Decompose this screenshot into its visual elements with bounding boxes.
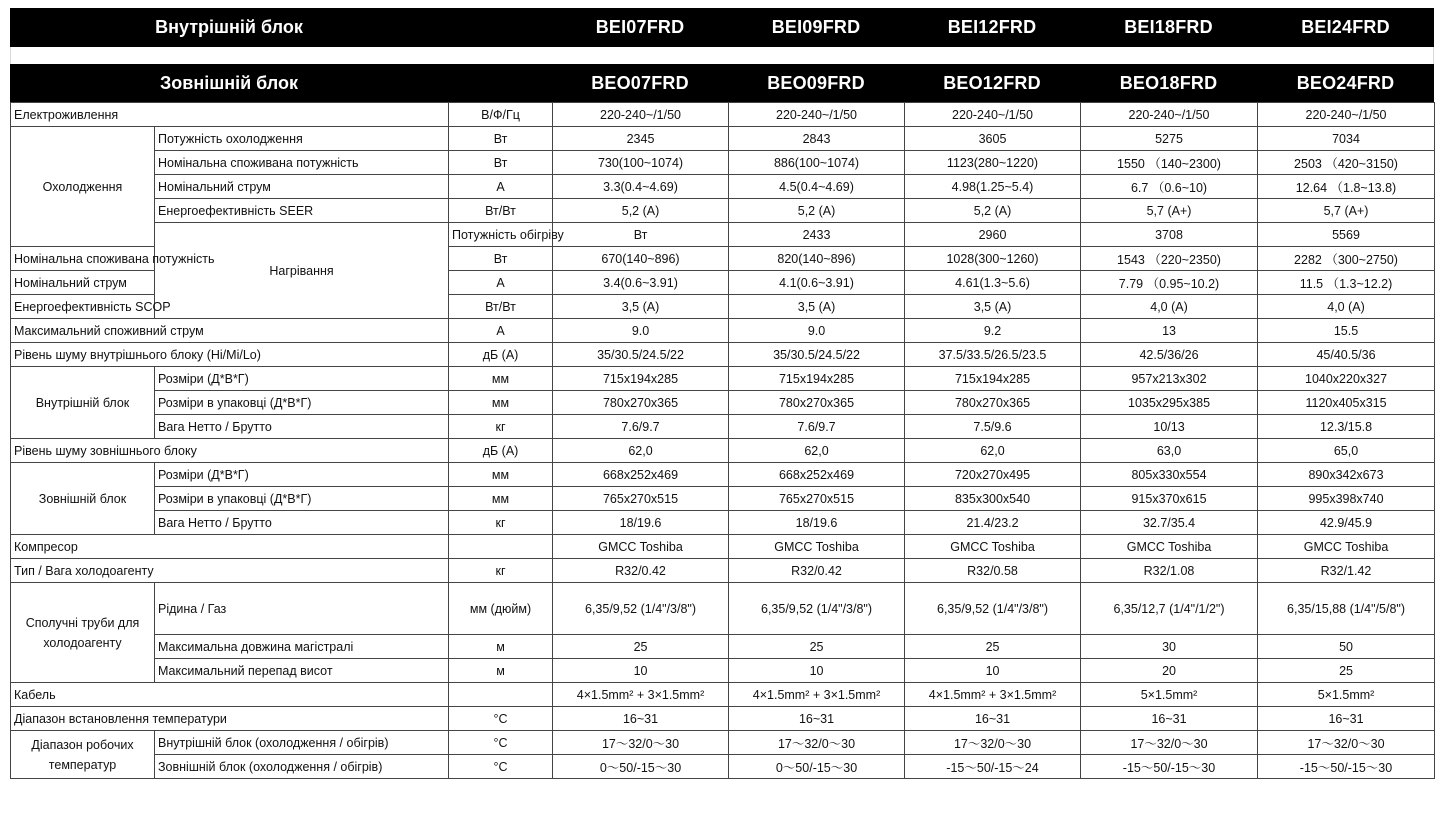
value-cell: 4.98(1.25~5.4) (905, 175, 1081, 199)
parameter-label-cell: Розміри в упаковці (Д*В*Г) (155, 487, 449, 511)
group-label-cell: Сполучні труби для холодоагенту (11, 583, 155, 683)
unit-cell: А (449, 271, 553, 295)
unit-cell: В/Ф/Гц (449, 103, 553, 127)
value-cell: 12.3/15.8 (1258, 415, 1435, 439)
value-cell: 780x270x365 (553, 391, 729, 415)
unit-cell: Вт (449, 151, 553, 175)
parameter-label-cell: Рідина / Газ (155, 583, 449, 635)
parameter-label-cell: Номінальна споживана потужність (155, 151, 449, 175)
value-cell: 25 (553, 635, 729, 659)
value-cell: -15～50/-15～30 (1258, 755, 1435, 779)
parameter-label-cell: Розміри в упаковці (Д*В*Г) (155, 391, 449, 415)
value-cell: 4.61(1.3~5.6) (905, 271, 1081, 295)
value-cell: 3708 (1081, 223, 1258, 247)
table-row (11, 175, 1435, 199)
unit-cell: кг (449, 511, 553, 535)
value-cell: 220-240~/1/50 (1081, 103, 1258, 127)
value-cell: 957x213x302 (1081, 367, 1258, 391)
value-cell: 4×1.5mm² + 3×1.5mm² (729, 683, 905, 707)
value-cell: 6,35/15,88 (1/4"/5/8") (1258, 583, 1435, 635)
indoor-model: BEI18FRD (1124, 17, 1213, 37)
value-cell: R32/1.08 (1081, 559, 1258, 583)
value-cell: 6,35/9,52 (1/4"/3/8") (729, 583, 905, 635)
outdoor-model: BEO18FRD (1119, 72, 1218, 93)
value-cell: 18/19.6 (729, 511, 905, 535)
value-cell: 3605 (905, 127, 1081, 151)
value-cell: 20 (1081, 659, 1258, 683)
value-cell: 3,5 (А) (729, 295, 905, 319)
unit-cell: мм (449, 367, 553, 391)
value-cell: R32/1.42 (1258, 559, 1435, 583)
value-cell: 11.5 （1.3~12.2) (1258, 271, 1435, 295)
value-cell: 915x370x615 (1081, 487, 1258, 511)
value-cell: 886(100~1074) (729, 151, 905, 175)
value-cell: 37.5/33.5/26.5/23.5 (905, 343, 1081, 367)
spec-table (10, 102, 1435, 779)
table-row (11, 319, 1435, 343)
value-cell: 820(140~896) (729, 247, 905, 271)
table-row (11, 103, 1435, 127)
unit-cell: Вт (553, 223, 729, 247)
value-cell: 1120x405x315 (1258, 391, 1435, 415)
parameter-label-cell: Максимальний споживний струм (11, 319, 449, 343)
value-cell: 5,7 (А+) (1258, 199, 1435, 223)
value-cell: 10 (905, 659, 1081, 683)
value-cell: 65,0 (1258, 439, 1435, 463)
group-label-cell: Діапазон робочих температур (11, 731, 155, 779)
value-cell: 7.5/9.6 (905, 415, 1081, 439)
value-cell: 1028(300~1260) (905, 247, 1081, 271)
indoor-model: BEI07FRD (595, 17, 685, 37)
value-cell: 4.5(0.4~4.69) (729, 175, 905, 199)
value-cell: 765x270x515 (553, 487, 729, 511)
table-row (11, 659, 1435, 683)
value-cell: 16~31 (1258, 707, 1435, 731)
value-cell: 995x398x740 (1258, 487, 1435, 511)
unit-cell (449, 683, 553, 707)
value-cell: GMCC Toshiba (1081, 535, 1258, 559)
indoor-header-row (10, 8, 1434, 47)
table-row (11, 415, 1435, 439)
parameter-label-cell: Внутрішній блок (охолодження / обігрів) (155, 731, 449, 755)
value-cell: 5275 (1081, 127, 1258, 151)
parameter-label-cell: Компресор (11, 535, 449, 559)
value-cell: 2960 (905, 223, 1081, 247)
spec-sheet (10, 8, 1434, 779)
value-cell: 21.4/23.2 (905, 511, 1081, 535)
value-cell: 2503 （420~3150) (1258, 151, 1435, 175)
parameter-label-cell: Номінальна споживана потужність (11, 247, 155, 271)
parameter-label-cell: Потужність обігріву (449, 223, 553, 247)
value-cell: 17～32/0～30 (553, 731, 729, 755)
value-cell: 6.7 （0.6~10) (1081, 175, 1258, 199)
table-row (11, 127, 1435, 151)
value-cell: 7.6/9.7 (729, 415, 905, 439)
value-cell: 2433 (729, 223, 905, 247)
value-cell: 220-240~/1/50 (905, 103, 1081, 127)
value-cell: GMCC Toshiba (905, 535, 1081, 559)
value-cell: 3,5 (А) (905, 295, 1081, 319)
value-cell: 5×1.5mm² (1081, 683, 1258, 707)
value-cell: 42.5/36/26 (1081, 343, 1258, 367)
group-label-cell: Нагрівання (155, 223, 449, 319)
value-cell: R32/0.58 (905, 559, 1081, 583)
value-cell: 5,7 (А+) (1081, 199, 1258, 223)
value-cell: 4,0 (А) (1258, 295, 1435, 319)
table-row (11, 199, 1435, 223)
unit-cell: кг (449, 415, 553, 439)
value-cell: 10 (553, 659, 729, 683)
table-row (11, 755, 1435, 779)
value-cell: 4.1(0.6~3.91) (729, 271, 905, 295)
parameter-label-cell: Енергоефективність SEER (155, 199, 449, 223)
value-cell: 4×1.5mm² + 3×1.5mm² (905, 683, 1081, 707)
parameter-label-cell: Максимальна довжина магістралі (155, 635, 449, 659)
value-cell: 3,5 (А) (553, 295, 729, 319)
value-cell: 25 (1258, 659, 1435, 683)
value-cell: 220-240~/1/50 (729, 103, 905, 127)
value-cell: GMCC Toshiba (553, 535, 729, 559)
value-cell: -15～50/-15～30 (1081, 755, 1258, 779)
parameter-label-cell: Розміри (Д*В*Г) (155, 463, 449, 487)
unit-cell: м (449, 659, 553, 683)
table-row (11, 391, 1435, 415)
value-cell: 7.6/9.7 (553, 415, 729, 439)
value-cell: 62,0 (905, 439, 1081, 463)
unit-cell: дБ (А) (449, 439, 553, 463)
value-cell: 1550 （140~2300) (1081, 151, 1258, 175)
value-cell: 63,0 (1081, 439, 1258, 463)
unit-cell: мм (449, 391, 553, 415)
spec-table-body (11, 103, 1435, 779)
unit-cell (449, 535, 553, 559)
table-row (11, 223, 1435, 247)
value-cell: 730(100~1074) (553, 151, 729, 175)
value-cell: 9.0 (553, 319, 729, 343)
value-cell: 35/30.5/24.5/22 (729, 343, 905, 367)
value-cell: 7034 (1258, 127, 1435, 151)
table-row (11, 463, 1435, 487)
table-row (11, 343, 1435, 367)
parameter-label-cell: Електроживлення (11, 103, 449, 127)
value-cell: 1123(280~1220) (905, 151, 1081, 175)
parameter-label-cell: Зовнішній блок (охолодження / обігрів) (155, 755, 449, 779)
value-cell: R32/0.42 (729, 559, 905, 583)
value-cell: -15～50/-15～24 (905, 755, 1081, 779)
unit-cell: Вт (449, 247, 553, 271)
value-cell: 10 (729, 659, 905, 683)
parameter-label-cell: Тип / Вага холодоагенту (11, 559, 449, 583)
value-cell: 220-240~/1/50 (1258, 103, 1435, 127)
outdoor-model: BEO09FRD (767, 72, 865, 93)
header-spacer (448, 8, 552, 47)
parameter-label-cell: Кабель (11, 683, 449, 707)
value-cell: 9.0 (729, 319, 905, 343)
indoor-model: BEI09FRD (771, 17, 861, 37)
table-row (11, 151, 1435, 175)
unit-cell: кг (449, 559, 553, 583)
value-cell: 835x300x540 (905, 487, 1081, 511)
value-cell: 17～32/0～30 (905, 731, 1081, 755)
table-row (11, 511, 1435, 535)
value-cell: 30 (1081, 635, 1258, 659)
value-cell: 4×1.5mm² + 3×1.5mm² (553, 683, 729, 707)
parameter-label-cell: Розміри (Д*В*Г) (155, 367, 449, 391)
unit-cell: Вт/Вт (449, 199, 553, 223)
value-cell: 715x194x285 (553, 367, 729, 391)
header-gap (10, 47, 1434, 64)
value-cell: 50 (1258, 635, 1435, 659)
value-cell: 780x270x365 (905, 391, 1081, 415)
value-cell: 3.4(0.6~3.91) (553, 271, 729, 295)
table-row (11, 707, 1435, 731)
unit-cell: мм (449, 463, 553, 487)
group-label-cell: Внутрішній блок (11, 367, 155, 439)
value-cell: 5×1.5mm² (1258, 683, 1435, 707)
value-cell: 62,0 (729, 439, 905, 463)
table-row (11, 439, 1435, 463)
value-cell: 5,2 (А) (729, 199, 905, 223)
value-cell: 5,2 (А) (553, 199, 729, 223)
value-cell: 7.79 （0.95~10.2) (1081, 271, 1258, 295)
value-cell: 13 (1081, 319, 1258, 343)
table-row (11, 583, 1435, 635)
value-cell: 668x252x469 (729, 463, 905, 487)
outdoor-model: BEO12FRD (943, 72, 1041, 93)
value-cell: 16~31 (729, 707, 905, 731)
parameter-label-cell: Енергоефективність SCOP (11, 295, 155, 319)
unit-cell: м (449, 635, 553, 659)
value-cell: 6,35/12,7 (1/4"/1/2") (1081, 583, 1258, 635)
value-cell: 62,0 (553, 439, 729, 463)
parameter-label-cell: Рівень шуму внутрішнього блоку (Hi/Mi/Lo) (11, 343, 449, 367)
unit-cell: А (449, 319, 553, 343)
value-cell: 720x270x495 (905, 463, 1081, 487)
value-cell: 2345 (553, 127, 729, 151)
value-cell: 715x194x285 (905, 367, 1081, 391)
value-cell: 805x330x554 (1081, 463, 1258, 487)
value-cell: 715x194x285 (729, 367, 905, 391)
parameter-label-cell: Вага Нетто / Брутто (155, 511, 449, 535)
table-row (11, 683, 1435, 707)
group-label-cell: Зовнішній блок (11, 463, 155, 535)
value-cell: 670(140~896) (553, 247, 729, 271)
table-row (11, 635, 1435, 659)
unit-cell: °C (449, 731, 553, 755)
parameter-label-cell: Потужність охолодження (155, 127, 449, 151)
value-cell: 45/40.5/36 (1258, 343, 1435, 367)
value-cell: GMCC Toshiba (1258, 535, 1435, 559)
value-cell: 17～32/0～30 (729, 731, 905, 755)
value-cell: 3.3(0.4~4.69) (553, 175, 729, 199)
value-cell: 17～32/0～30 (1081, 731, 1258, 755)
indoor-model: BEI12FRD (947, 17, 1037, 37)
unit-cell: Вт/Вт (449, 295, 553, 319)
value-cell: R32/0.42 (553, 559, 729, 583)
value-cell: 35/30.5/24.5/22 (553, 343, 729, 367)
value-cell: 9.2 (905, 319, 1081, 343)
unit-cell: °C (449, 707, 553, 731)
unit-cell: Вт (449, 127, 553, 151)
value-cell: 2843 (729, 127, 905, 151)
value-cell: 4,0 (А) (1081, 295, 1258, 319)
value-cell: 0～50/-15～30 (729, 755, 905, 779)
parameter-label-cell: Максимальний перепад висот (155, 659, 449, 683)
value-cell: 765x270x515 (729, 487, 905, 511)
indoor-header-title: Внутрішній блок (155, 17, 303, 37)
outdoor-model: BEO24FRD (1296, 72, 1395, 93)
unit-cell: мм (449, 487, 553, 511)
parameter-label-cell: Вага Нетто / Брутто (155, 415, 449, 439)
value-cell: 0～50/-15～30 (553, 755, 729, 779)
outdoor-header-title: Зовнішній блок (159, 72, 299, 93)
table-row (11, 535, 1435, 559)
value-cell: 1543 （220~2350) (1081, 247, 1258, 271)
value-cell: 16~31 (905, 707, 1081, 731)
value-cell: 17～32/0～30 (1258, 731, 1435, 755)
value-cell: 890x342x673 (1258, 463, 1435, 487)
table-row (11, 367, 1435, 391)
value-cell: 668x252x469 (553, 463, 729, 487)
table-row (11, 559, 1435, 583)
value-cell: 42.9/45.9 (1258, 511, 1435, 535)
table-row (11, 487, 1435, 511)
unit-cell: мм (дюйм) (449, 583, 553, 635)
value-cell: 2282 （300~2750) (1258, 247, 1435, 271)
value-cell: 10/13 (1081, 415, 1258, 439)
value-cell: 16~31 (553, 707, 729, 731)
value-cell: 6,35/9,52 (1/4"/3/8") (553, 583, 729, 635)
value-cell: 220-240~/1/50 (553, 103, 729, 127)
unit-cell: дБ (А) (449, 343, 553, 367)
value-cell: 5569 (1258, 223, 1435, 247)
value-cell: 5,2 (А) (905, 199, 1081, 223)
value-cell: GMCC Toshiba (729, 535, 905, 559)
parameter-label-cell: Номінальний струм (155, 175, 449, 199)
value-cell: 780x270x365 (729, 391, 905, 415)
indoor-model: BEI24FRD (1301, 17, 1390, 37)
value-cell: 18/19.6 (553, 511, 729, 535)
parameter-label-cell: Номінальний струм (11, 271, 155, 295)
value-cell: 32.7/35.4 (1081, 511, 1258, 535)
value-cell: 16~31 (1081, 707, 1258, 731)
outdoor-header-row (10, 64, 1434, 102)
value-cell: 1040x220x327 (1258, 367, 1435, 391)
header-spacer (448, 64, 552, 102)
value-cell: 25 (905, 635, 1081, 659)
table-row (11, 731, 1435, 755)
value-cell: 25 (729, 635, 905, 659)
value-cell: 1035x295x385 (1081, 391, 1258, 415)
value-cell: 12.64 （1.8~13.8) (1258, 175, 1435, 199)
parameter-label-cell: Діапазон встановлення температури (11, 707, 449, 731)
value-cell: 15.5 (1258, 319, 1435, 343)
value-cell: 6,35/9,52 (1/4"/3/8") (905, 583, 1081, 635)
unit-cell: °C (449, 755, 553, 779)
outdoor-model: BEO07FRD (591, 72, 689, 93)
unit-cell: А (449, 175, 553, 199)
parameter-label-cell: Рівень шуму зовнішнього блоку (11, 439, 449, 463)
group-label-cell: Охолодження (11, 127, 155, 247)
